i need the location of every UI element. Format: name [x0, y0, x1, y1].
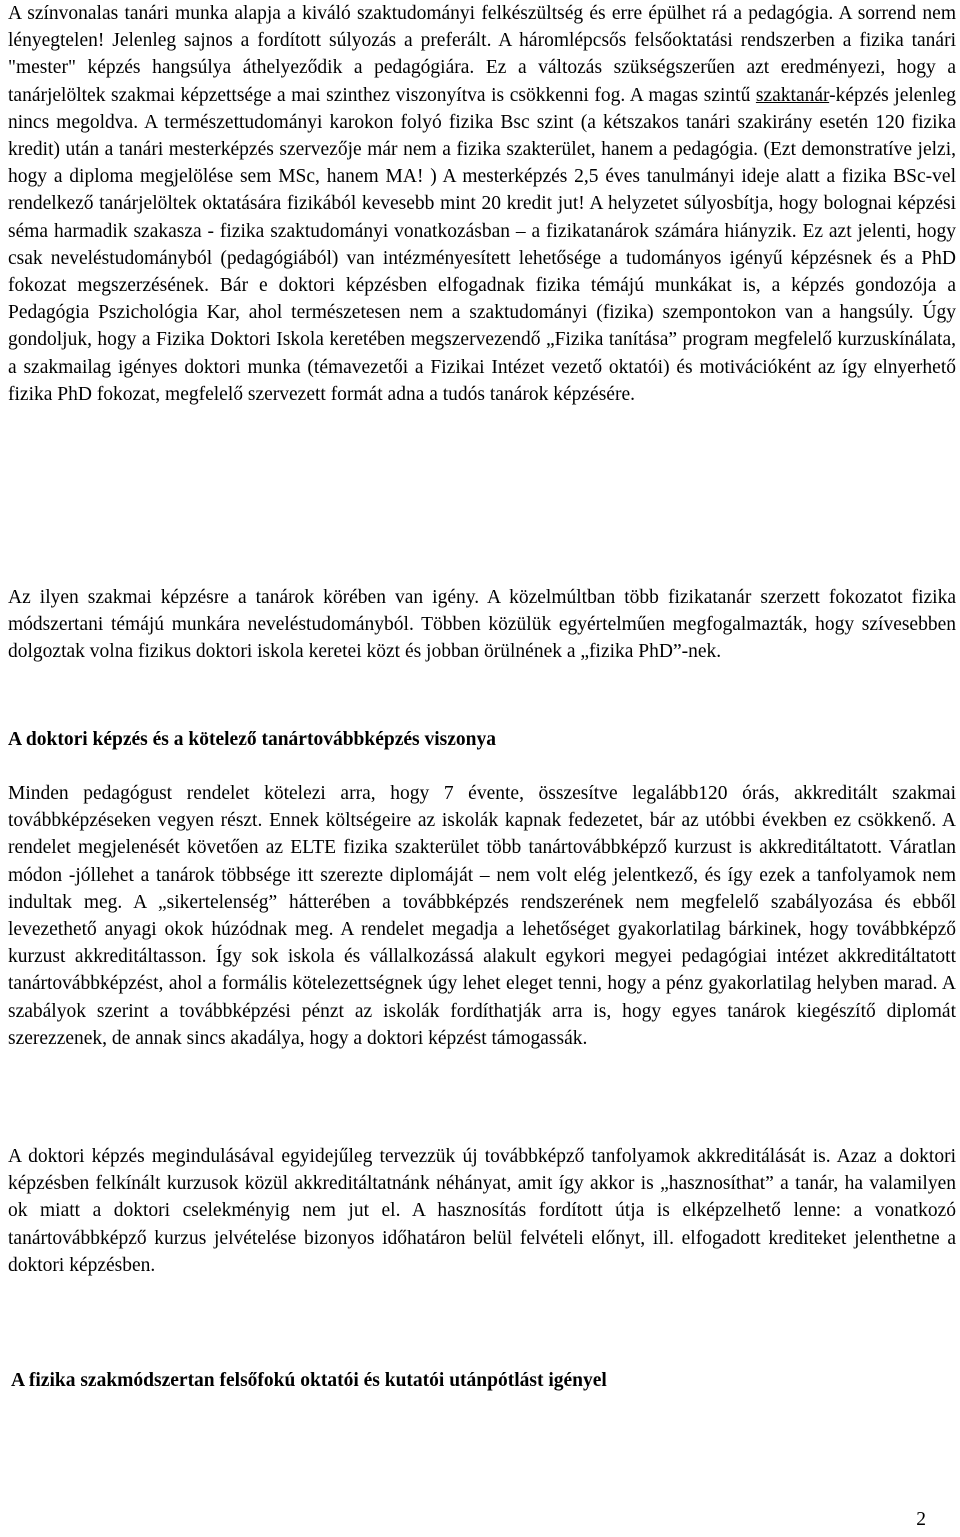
paragraph-1: [8, 0, 956, 408]
paragraph-2: Az ilyen szakmai képzésre a tanárok körében van igény. A közelmúltban több fizikatanár szerzett fokozatot fizika módszertani témájú munkára neveléstudományból. Többen közülük egyértelműen megfogalmazták, hogy szívesebben dolgoztak volna fizikus doktori iskola keretei közt és jobban örülnének a „fizika PhD”-nek.: [8, 587, 956, 663]
paragraph-1-text-a: A színvonalas tanári munka alapja a kiváló szaktudományi felkészültség és erre épülhet rá a pedagógia. A sorrend nem lényegtelen! Jelenleg sajnos a fordított súlyozás a preferált. A háromlépcsős felsőoktatási rendszerben a fizika tanári "mester" képzés hangsúlya áthelyeződik a pedagógiára. Ez a változás szükségszerűen azt eredményezi, hogy a tanárjelöltek szakmai képzettsége a mai szinthez viszonyítva is csökkenni fog. A magas szintű: [8, 3, 956, 106]
section-heading-1: A doktori képzés és a kötelező tanártovábbképzés viszonya: [8, 729, 497, 750]
page-number: 2: [916, 1509, 926, 1530]
paragraph-3: Minden pedagógust rendelet kötelezi arra, hogy 7 évente, összesítve legalább120 órás, akkreditált szakmai továbbképzéseken vegyen részt. Ennek költségeire az iskolák kapnak fedezetet, bár az utóbbi években ez csökkenő. A rendelet megjelenését követően az ELTE fizika szakterület több tanártovábbképző kurzust is akkreditáltatott. Váratlan módon -jóllehet a tanárok többsége itt szerezte diplomáját – nem volt elég jelentkező, és így ezek a tanfolyamok nem indultak meg. A „sikertelenség” hátterében a továbbképzés rendszerének nem megfelelő szabályozása és ebből levezethető anyagi okok húzódnak meg. A rendelet megadja a lehetőséget gyakorlatilag bárkinek, hogy továbbképző kurzust akkreditáltasson. Így sok iskola és vállalkozássá alakult egykori megyei pedagógiai intézet akkreditáltatott tanártovábbképzést, ahol a formális kötelezettségnek úgy lehet eleget tenni, hogy a pénz gyakorlatilag helyben marad. A szabályok szerint a továbbképzési pénzt az iskolák fordíthatják arra is, hogy egyes tanárok kiegészítő diplomát szerezzenek, de annak sincs akadálya, hogy a doktori képzést támogassák.: [8, 783, 956, 1049]
paragraph-1-underlined-term: szaktanár: [755, 84, 830, 106]
paragraph-1-text-b: -képzés jelenleg nincs megoldva. A természettudományi karokon folyó fizika Bsc szint (a kétszakos tanári szakirány esetén 120 fizika kredit) után a tanári mesterképzés szervezője már nem a fizika szakterület, hanem a pedagógia. (Ezt demonstratíve jelzi, hogy a diploma megjelölése sem MSc, hanem MA! ) A mesterképzés 2,5 éves tanulmányi ideje alatt a fizika BSc-vel rendelkező tanárjelöltek oktatására fizikából kevesebb mint 20 kredit jut! A helyzetet súlyosbítja, hogy bolognai képzési séma harmadik szakasza - fizika szaktudományi vonatkozásban – a fizikatanárok számára hiányzik. Ez azt jelenti, hogy csak neveléstudományból (pedagógiából) van intézményesített lehetősége a tudományos igényű képzésnek és a PhD fokozat megszerzésének. Bár e doktori képzésben elfogadnak fizika témájú munkákat is, a képzés gondozója a Pedagógia Pszichológia Kar, ahol természetesen nem a szaktudományi (fizika) szempontokon van a hangsúly. Úgy gondoljuk, hogy a Fizika Doktori Iskola keretében megszervezendő „Fizika tanítása” program megfelelő kurzuskínálata, a szakmailag igényes doktori munka (témavezetői a Fizikai Intézet vezető oktatói) és motivációként az így elnyerhető fizika PhD fokozat, megfelelő szervezett formát adna a tudós tanárok képzésére.: [8, 84, 956, 405]
paragraph-4: A doktori képzés megindulásával egyidejűleg tervezzük új továbbképző tanfolyamok akkreditálását is. Azaz a doktori képzésben felkínált kurzusok közül akkreditáltatnánk néhányat, amit így akkor is „hasznosíthat” a tanár, ha valamilyen ok miatt a doktori cselekményig nem jut el. A hasznosítás fordított útja is elképzelhető lenne: a vonatkozó tanártovábbképző kurzus jelvételése bizonyos időhatáron belül felvételi előnyt, ill. elfogadott krediteket jelenthetne a doktori képzésben.: [8, 1146, 956, 1276]
section-heading-2: A fizika szakmódszertan felsőfokú oktatói és kutatói utánpótlást igényel: [11, 1370, 607, 1391]
